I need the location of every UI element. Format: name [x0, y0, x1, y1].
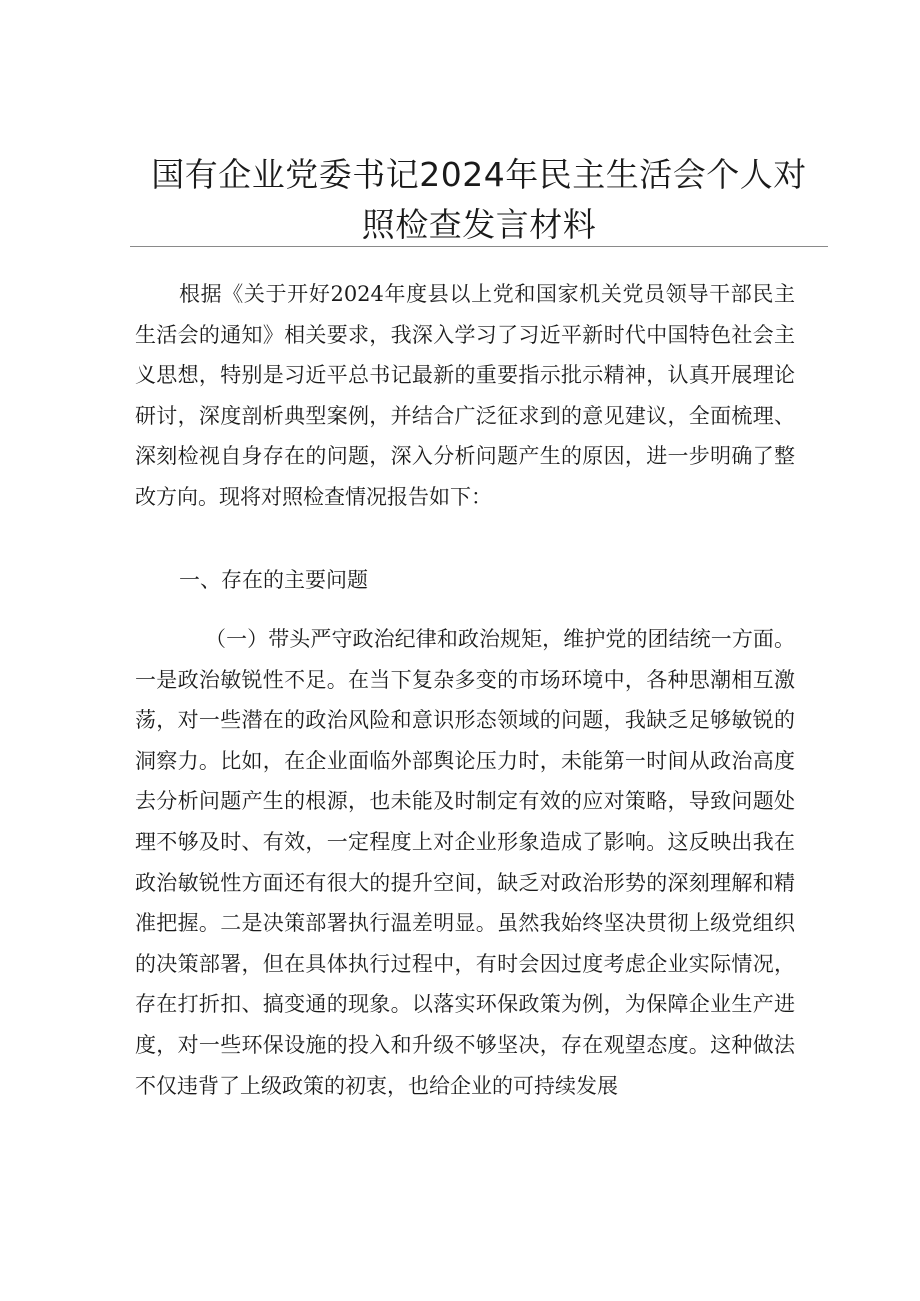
- section-heading: 一、存在的主要问题: [179, 568, 368, 592]
- title-line-1: 国有企业党委书记2024年民主生活会个人对: [151, 155, 807, 194]
- document-title: [130, 150, 828, 250]
- title-line-2: 照检查发言材料: [361, 205, 597, 244]
- title-divider: [130, 246, 828, 247]
- section-paragraph: （一）带头严守政治纪律和政治规矩，维护党的团结统一方面。一是政治敏锐性不足。在当下复杂多变的市场环境中，各种思潮相互激荡，对一些潜在的政治风险和意识形态领域的问题，我缺乏足够敏锐的洞察力。比如，在企业面临外部舆论压力时，未能第一时间从政治高度去分析问题产生的根源，也未能及时制定有效的应对策略，导致问题处理不够及时、有效，一定程度上对企业形象造成了影响。这反映出我在政治敏锐性方面还有很大的提升空间，缺乏对政治形势的深刻理解和精准把握。二是决策部署执行温差明显。虽然我始终坚决贯彻上级党组织的决策部署，但在具体执行过程中，有时会因过度考虑企业实际情况，存在打折扣、搞变通的现象。以落实环保政策为例，为保障企业生产进度，对一些环保设施的投入和升级不够坚决，存在观望态度。这种做法不仅违背了上级政策的初衷，也给企业的可持续发展: [135, 627, 795, 1098]
- intro-paragraph: 根据《关于开好2024年度县以上党和国家机关党员领导干部民主生活会的通知》相关要求，我深入学习了习近平新时代中国特色社会主义思想，特别是习近平总书记最新的重要指示批示精神，认真开展理论研讨，深度剖析典型案例，并结合广泛征求到的意见建议，全面梳理、深刻检视自身存在的问题，深入分析问题产生的原因，进一步明确了整改方向。现将对照检查情况报告如下：: [135, 282, 795, 509]
